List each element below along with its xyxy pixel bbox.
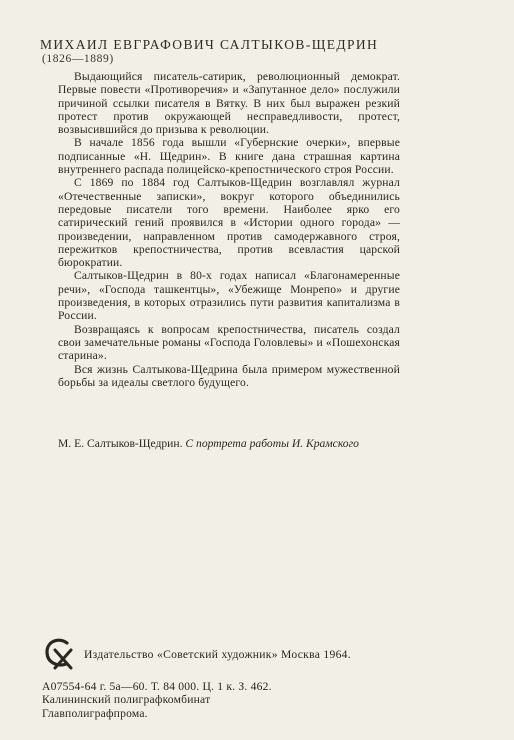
imprint-line: Главполиграфпрома.	[42, 706, 148, 720]
caption-source: С портрета работы И. Крамского	[185, 437, 359, 450]
caption-name: М. Е. Салтыков-Щедрин.	[58, 437, 183, 450]
bio-paragraph: Вся жизнь Салтыкова-Щедрина была примером мужественной борьбы за идеалы светлого будущего.	[58, 362, 400, 389]
imprint-line: Калининский полиграфкомбинат	[42, 693, 211, 707]
sh-monogram-logo-icon	[44, 638, 74, 670]
bio-paragraph: Выдающийся писатель-сатирик, революционный демократ. Первые повести «Противоречия» и «Запутанное дело» послужили причиной ссылки писателя в Вятку. В них был выражен резкий протест против окружающей несправедливости, протест, возвысившийся до призыва к революции.	[58, 70, 400, 137]
biography-text	[58, 70, 400, 389]
print-imprint	[42, 680, 272, 720]
bio-paragraph: Салтыков-Щедрин в 80-х годах написал «Благонамеренные речи», «Господа ташкентцы», «Убежище Монрепо» и другие произведения, в которых отразились пути развития капитализма в России.	[58, 269, 400, 323]
bio-paragraph: С 1869 по 1884 год Салтыков-Щедрин возглавлял журнал «Отечественные записки», вокруг которого объединились передовые писатели того времени. Наиболее ярко его сатирический гений проявился в «Истории одного города» — произведении, направленном против самодержавного строя, пережитков крепостничества, против всевластия царской бюрократии.	[58, 176, 400, 270]
publisher-line: Издательство «Советский художник» Москва 1964.	[84, 648, 351, 661]
bio-paragraph: В начале 1856 года вышли «Губернские очерки», впервые подписанные «Н. Щедрин». В книге дана страшная картина внутреннего распада полицейско-крепостнического строя России.	[58, 136, 400, 177]
author-name-title: МИХАИЛ ЕВГРАФОВИЧ САЛТЫКОВ-ЩЕДРИН	[40, 37, 379, 52]
bio-paragraph: Возвращаясь к вопросам крепостничества, писатель создал свои замечательные романы «Господа Головлевы» и «Пошехонская старина».	[58, 322, 400, 363]
imprint-line: А07554-64 г. 5а—60. Т. 84 000. Ц. 1 к. З. 462.	[42, 680, 272, 693]
portrait-caption	[58, 437, 388, 450]
author-life-years: (1826—1889)	[42, 53, 114, 65]
